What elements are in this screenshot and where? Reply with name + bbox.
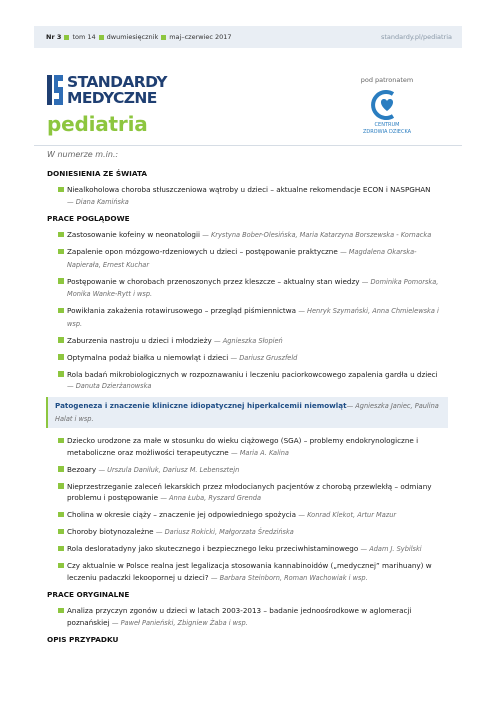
frequency: dwumiesięcznik (106, 33, 159, 41)
article-authors: — Maria A. Kalina (231, 448, 289, 457)
square-bullet-icon (58, 546, 64, 552)
square-bullet-icon (58, 232, 64, 238)
list-item[interactable] (47, 335, 447, 348)
article-authors: — Danuta Dzierżanowska (67, 382, 152, 390)
article-title: Zapalenie opon mózgowo-rdzeniowych u dzieci – postępowanie praktyczne (67, 247, 338, 256)
heart-logo-icon (369, 90, 405, 120)
list-item[interactable] (47, 560, 447, 584)
section-title: DONIESIENIA ZE ŚWIATA (47, 169, 148, 178)
list-item[interactable] (47, 352, 447, 365)
patron-org-line-2: ZDROWIA DZIECKA (362, 128, 412, 135)
patron-org-line-1: CENTRUM (374, 122, 400, 128)
article-authors: — Dariusz Rokicki, Małgorzata Średzińska (155, 528, 294, 536)
article-authors: — Henryk Szymański, Anna Chmielewska i wsp. (67, 307, 439, 328)
list-item[interactable] (47, 605, 447, 629)
highlighted-article[interactable] (46, 397, 448, 428)
square-bullet-icon (99, 35, 104, 40)
website-link[interactable]: standardy.pl/pediatria (381, 33, 452, 41)
article-title: Postępowanie w chorobach przenoszonych przez kleszcze – aktualny stan wiedzy (67, 276, 360, 286)
issue-info-bar (34, 26, 462, 48)
article-title: Czy aktualnie w Polsce realna jest legalizacja stosowania kannabinoidów („medycznej” marihuany) w leczeniu padaczki lekoopornej u dzieci? (67, 561, 432, 582)
divider (34, 145, 462, 146)
article-authors: — Magdalena Okarska-Napierała, Ernest Kuchar (67, 248, 417, 269)
logo-mark-icon (47, 73, 63, 107)
article-title: Optymalna podaż białka u niemowląt i dzieci (67, 352, 229, 362)
article-title: Cholina w okresie ciąży – znaczenie jej odpowiedniego spożycia (67, 510, 297, 519)
square-bullet-icon (58, 337, 64, 343)
article-title: Rola desloratadyny jako skutecznego i bezpiecznego leku przeciwhistaminowego (67, 544, 359, 553)
issue-meta (46, 33, 232, 41)
article-title: Choroby biotynozależne (67, 527, 154, 536)
square-bullet-icon (58, 371, 64, 377)
square-bullet-icon (58, 438, 64, 444)
list-item[interactable] (47, 543, 447, 556)
article-authors: — Agnieszka Janiec, Paulina Halat i wsp. (55, 402, 439, 423)
volume: tom 14 (72, 33, 96, 41)
list-item[interactable] (47, 305, 447, 330)
table-of-contents (47, 150, 447, 650)
article-authors: — Krystyna Bober-Olesińska, Maria Katarzyna Borszewska - Kornacka (202, 231, 432, 239)
article-title: Powikłania zakażenia rotawirusowego – przegląd piśmiennictwa (67, 306, 297, 315)
square-bullet-icon (58, 308, 64, 314)
list-item[interactable] (47, 526, 447, 539)
article-title: Patogeneza i znaczenie kliniczne idiopatycznej hiperkalcemii niemowląt (55, 401, 347, 410)
patronage-block (352, 76, 422, 135)
article-authors: — Paweł Panieński, Zbigniew Żaba i wsp. (111, 618, 248, 627)
article-title: Zastosowanie kofeiny w neonatologii (67, 230, 200, 239)
article-title: Rola badań mikrobiologicznych w rozpoznawaniu i leczeniu paciorkowcowego zapalenia gardła u dzieci (67, 369, 438, 379)
list-item[interactable] (47, 229, 447, 242)
square-bullet-icon (58, 483, 64, 489)
section-title: PRACE POGLĄDOWE (47, 214, 130, 223)
square-bullet-icon (64, 35, 69, 40)
article-authors: — Konrad Klekot, Artur Mazur (298, 511, 397, 519)
period: maj–czerwiec 2017 (169, 33, 232, 41)
article-authors: — Dominika Pomorska, Monika Wanke-Rytt i wsp. (67, 277, 439, 298)
article-title: Dziecko urodzone za małe w stosunku do wieku ciążowego (SGA) – problemy endokrynologiczne i metaboliczne oraz możliwości terapeutyczne (67, 436, 419, 457)
article-authors: — Barbara Steinborn, Roman Wachowiak i wsp. (210, 573, 368, 582)
article-authors: — Anna Łuba, Ryszard Grenda (160, 494, 262, 502)
square-bullet-icon (161, 35, 166, 40)
list-item[interactable] (47, 246, 447, 271)
square-bullet-icon (58, 354, 64, 360)
list-item[interactable] (47, 369, 447, 393)
list-item[interactable] (47, 481, 447, 505)
square-bullet-icon (58, 529, 64, 535)
issue-number: Nr 3 (46, 33, 62, 41)
article-title: Bezoary (67, 464, 97, 474)
list-item[interactable] (47, 509, 447, 522)
article-title: Analiza przyczyn zgonów u dzieci w latach 2003-2013 – badanie jednoośrodkowe w aglomeracji poznańskiej (67, 606, 412, 627)
article-authors: — Adam J. Sybilski (360, 545, 422, 553)
list-item[interactable] (47, 184, 447, 208)
article-authors: — Dariusz Gruszfeld (230, 353, 298, 362)
square-bullet-icon (58, 278, 64, 284)
article-title: Niealkoholowa choroba stłuszczeniowa wątroby u dzieci – aktualne rekomendacje ECON i NASPGHAN (67, 185, 431, 194)
brand-logo (47, 73, 167, 107)
list-item[interactable] (47, 464, 447, 477)
article-authors: — Diana Kamińska (67, 197, 129, 206)
journal-subtitle: pediatria (47, 112, 148, 136)
square-bullet-icon (58, 608, 64, 614)
article-title: Nieprzestrzeganie zaleceń lekarskich przez młodocianych pacjentów z chorobą przewlekłą – odmiany problemu i postępowanie (67, 481, 432, 502)
square-bullet-icon (58, 466, 64, 472)
brand-line-2: MEDYCZNE (67, 89, 157, 107)
list-item[interactable] (47, 435, 447, 459)
article-authors: — Agnieszka Słopień (214, 336, 283, 345)
square-bullet-icon (58, 512, 64, 518)
brand-line-1: STANDARDY (67, 73, 167, 91)
section-title: PRACE ORYGINALNE (47, 590, 130, 599)
article-title: Zaburzenia nastroju u dzieci i młodzieży (67, 335, 212, 345)
square-bullet-icon (58, 563, 64, 569)
section-title: OPIS PRZYPADKU (47, 635, 119, 644)
toc-intro: W numerze m.in.: (47, 150, 119, 159)
square-bullet-icon (58, 249, 64, 255)
patronage-caption: pod patronatem (360, 76, 414, 84)
list-item[interactable] (47, 276, 447, 301)
square-bullet-icon (58, 187, 64, 193)
article-authors: — Urszula Daniluk, Dariusz M. Lebensztejn (98, 465, 240, 474)
